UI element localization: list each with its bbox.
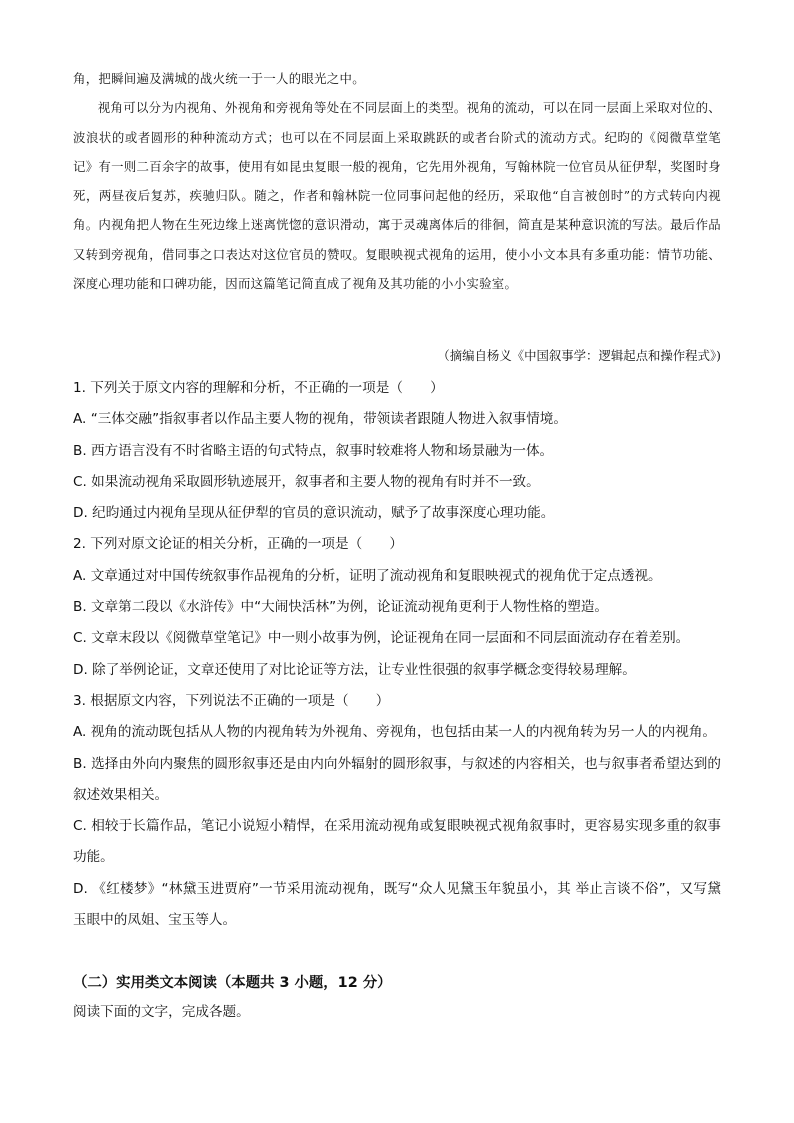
question-1-option-d: D. 纪昀通过内视角呈现从征伊犁的官员的意识流动，赋予了故事深度心理功能。 xyxy=(73,505,555,522)
question-1-option-c: C. 如果流动视角采取圆形轨迹展开，叙事者和主要人物的视角有时并不一致。 xyxy=(73,473,540,490)
question-2-option-b: B. 文章第二段以《水浒传》中“大闹快活林”为例，论证流动视角更利于人物性格的塑造。 xyxy=(73,599,609,616)
question-1-option-a: A. “三体交融”指叙事者以作品主要人物的视角，带领读者跟随人物进入叙事情境。 xyxy=(73,411,567,428)
question-3-option-b: B. 选择由外向内聚焦的圆形叙事还是由内向外辐射的圆形叙事，与叙述的内容相关，也与叙事者希望达到的叙述效果相关。 xyxy=(73,755,721,803)
question-1-stem: 1. 下列关于原文内容的理解和分析，不正确的一项是（ ） xyxy=(73,380,444,396)
question-3-stem: 3. 根据原文内容，下列说法不正确的一项是（ ） xyxy=(73,692,390,709)
question-list xyxy=(73,373,721,936)
passage-paragraph-1: 角，把瞬间遍及满城的战火统一于一人的眼光之中。 xyxy=(73,71,365,86)
section-heading: （二）实用类文本阅读（本题共 3 小题，12 分） xyxy=(73,975,392,991)
question-2-option-d: D. 除了举例论证，文章还使用了对比论证等方法，让专业性很强的叙事学概念变得较易理解。 xyxy=(73,661,636,678)
question-3-option-a: A. 视角的流动既包括从人物的内视角转为外视角、旁视角，也包括由某一人的内视角转为另一人的内视角。 xyxy=(73,724,717,741)
question-2-stem: 2. 下列对原文论证的相关分析，正确的一项是（ ） xyxy=(73,536,403,553)
question-2-option-c: C. 文章末段以《阅微草堂笔记》中一则小故事为例，论证视角在同一层面和不同层面流动存在着差别。 xyxy=(73,630,690,647)
reading-passage xyxy=(73,64,721,298)
question-3-option-c: C. 相较于长篇作品，笔记小说短小精悍，在采用流动视角或复眼映视式视角叙事时，更容易实现多重的叙事功能。 xyxy=(73,818,721,866)
question-3-option-d: D. 《红楼梦》“林黛玉进贾府”一节采用流动视角，既写“众人见黛玉年貌虽小，其 举止言谈不俗”，又写黛玉眼中的凤姐、宝玉等人。 xyxy=(73,880,721,929)
section-instruction: 阅读下面的文字，完成各题。 xyxy=(73,1004,250,1020)
passage-citation: （摘编自杨义《中国叙事学：逻辑起点和操作程式》) xyxy=(437,348,721,363)
question-1-option-b: B. 西方语言没有不时省略主语的句式特点，叙事时较难将人物和场景融为一体。 xyxy=(73,442,554,459)
passage-paragraph-2: 视角可以分为内视角、外视角和旁视角等处在不同层面上的类型。视角的流动，可以在同一层面上采取对位的、波浪状的或者圆形的种种流动方式；也可以在不同层面上采取跳跃的或者台阶式的流动方式。纪昀的《阅微草堂笔记》有一则二百余字的故事，使用有如昆虫复眼一般的视角，它先用外视角，写翰林院一位官员从征伊犁，奖图时身死，两昼夜后复苏，疾驰归队。随之，作者和翰林院一位同事问起他的经历，采取他“自言被创时”的方式转向内视角。内视角把人物在生死边缘上迷离恍惚的意识滑动，寓于灵魂离体后的徘徊，简直是某种意识流的写法。最后作品又转到旁视角，借同事之口表达对这位官员的赞叹。复眼映视式视角的运用，使小小文本具有多重功能：情节功能、深度心理功能和口碑功能，因而这篇笔记简直成了视角及其功能的小小实验室。 xyxy=(73,100,721,292)
question-2-option-a: A. 文章通过对中国传统叙事作品视角的分析，证明了流动视角和复眼映视式的视角优于定点透视。 xyxy=(73,567,662,584)
